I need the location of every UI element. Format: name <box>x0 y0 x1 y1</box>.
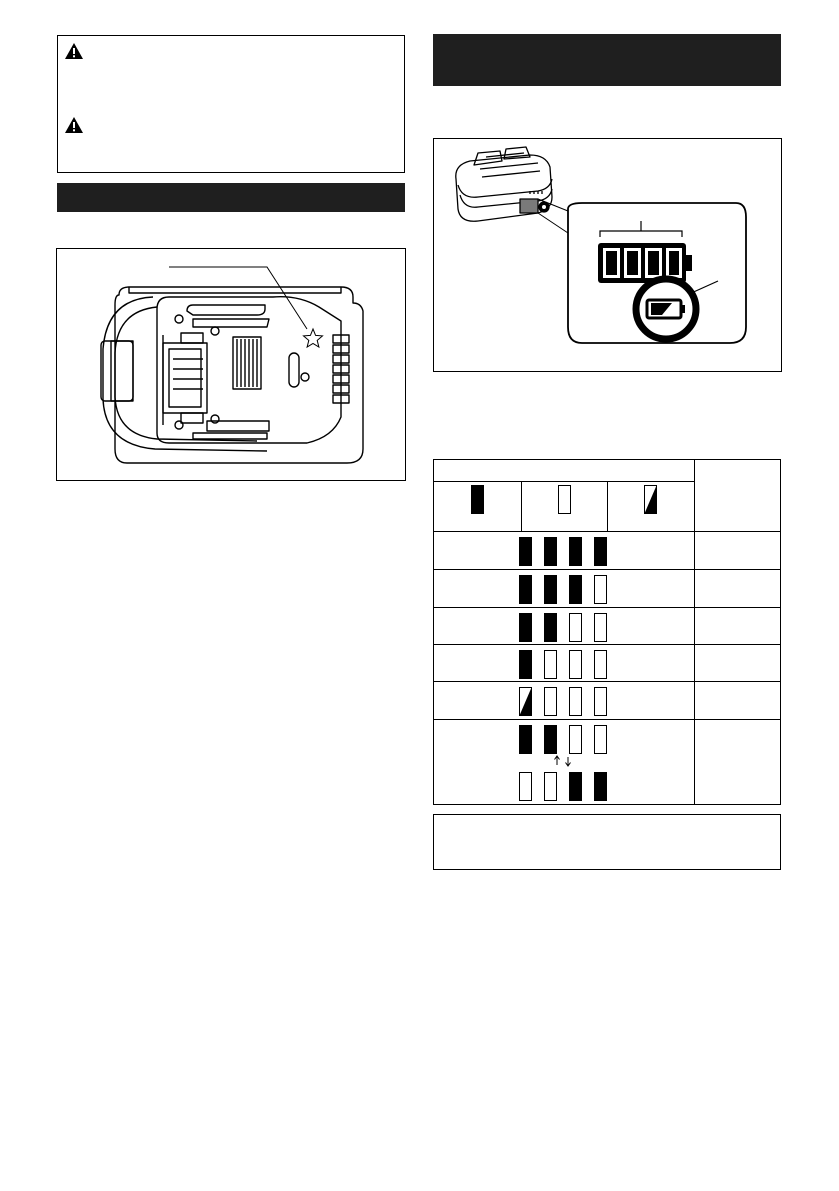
lamp-off-icon <box>595 726 607 754</box>
section-heading-bar-right <box>433 34 781 86</box>
lamp-off-icon <box>570 651 582 679</box>
warning-triangle-icon <box>65 117 83 133</box>
note-box <box>433 814 781 870</box>
figure-battery-indicator <box>433 138 782 372</box>
alternate-arrows <box>555 756 571 766</box>
section-heading-bar <box>57 183 405 212</box>
lamp-lit-icon <box>570 576 582 604</box>
lamp-off-icon <box>559 486 571 514</box>
lamp-lit-icon <box>545 576 557 604</box>
lamp-lit-icon <box>520 726 532 754</box>
battery-indicator-drawing <box>434 139 781 371</box>
warning-triangle-icon <box>65 43 83 59</box>
battery-lamp-icon <box>598 243 692 283</box>
lamp-lit-icon <box>520 651 532 679</box>
battery-underside-drawing <box>57 249 405 480</box>
lamp-lit-icon <box>520 614 532 642</box>
caution-box <box>57 35 405 173</box>
star-icon <box>304 329 323 347</box>
battery-warning-icon <box>636 279 696 339</box>
lamp-lit-icon <box>570 538 582 566</box>
indicator-table-grid <box>433 459 781 805</box>
lamp-off-icon <box>595 614 607 642</box>
lamp-off-icon <box>595 651 607 679</box>
lamp-off-icon <box>595 576 607 604</box>
lamp-off-icon <box>520 773 532 801</box>
lamp-lit-icon <box>520 576 532 604</box>
lamp-blinking-icon <box>645 486 657 514</box>
lamp-blinking-icon <box>520 688 532 716</box>
lamp-off-icon <box>570 688 582 716</box>
lamp-lit-icon <box>595 538 607 566</box>
lamp-lit-icon <box>595 773 607 801</box>
lamp-off-icon <box>595 688 607 716</box>
lamp-off-icon <box>545 651 557 679</box>
battery-indicator-table <box>433 459 781 805</box>
lamp-lit-icon <box>570 773 582 801</box>
lamp-lit-icon <box>520 538 532 566</box>
lamp-off-icon <box>545 773 557 801</box>
lamp-lit-icon <box>472 486 484 514</box>
figure-battery-underside <box>56 248 406 481</box>
lamp-off-icon <box>545 688 557 716</box>
lamp-off-icon <box>570 726 582 754</box>
lamp-off-icon <box>570 614 582 642</box>
lamp-lit-icon <box>545 614 557 642</box>
lamp-lit-icon <box>545 538 557 566</box>
lamp-lit-icon <box>545 726 557 754</box>
